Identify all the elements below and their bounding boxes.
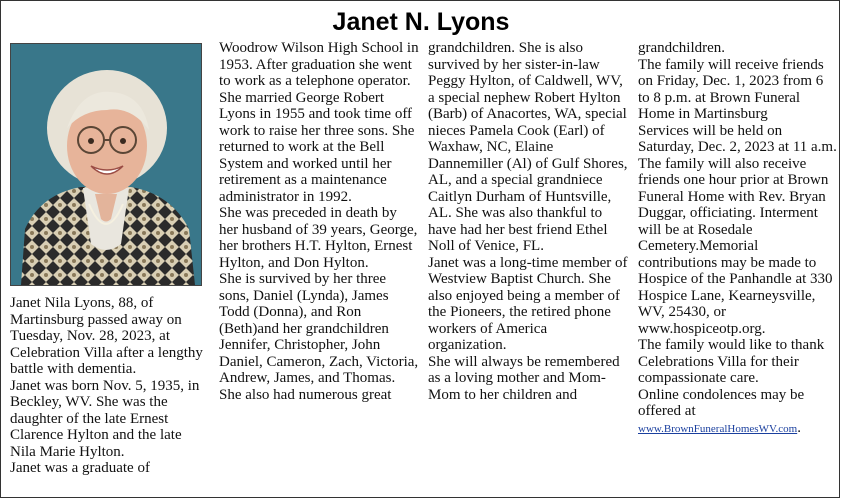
paragraph: Online condolences may be offered at xyxy=(638,386,805,419)
paragraph: Woodrow Wilson High School in 1953. After graduation she went to work as a telephone operator. She married George Robert Lyons in 1955 and took time off work to raise her three sons. She returned to work at the Bell System and worked until her retirement as a maintenance administrator in 1992. xyxy=(219,40,419,205)
text-column-1 xyxy=(10,295,210,477)
obituary-title: Janet N. Lyons xyxy=(332,8,510,36)
text-column-2 xyxy=(219,40,419,403)
paragraph: Janet was a long-time member of Westview Baptist Church. She also enjoyed being a member of the Pioneers, the retired phone workers of America organization. xyxy=(428,254,628,353)
paragraph: She will always be remembered as a loving mother and Mom-Mom to her children and xyxy=(428,353,620,403)
portrait-photo xyxy=(10,43,202,286)
paragraph: Janet was born Nov. 5, 1935, in Beckley, WV. She was the daughter of the late Ernest Clarence Hylton and the late Nila Marie Hylton. xyxy=(10,377,200,460)
paragraph: The family will receive friends on Friday, Dec. 1, 2023 from 6 to 8 p.m. at Brown Funeral Home in Martinsburg xyxy=(638,56,824,122)
paragraph: Janet was a graduate of xyxy=(10,460,150,476)
paragraph: grandchildren. xyxy=(638,40,726,56)
paragraph: Services will be held on Saturday, Dec. 2, 2023 at 11 a.m. The family will also receive friends one hour prior at Brown Funeral Home with Rev. Bryan Duggar, officiating. Interment will be at Rosedale Cemetery.Memorial contributions may be made to Hospice of the Panhandle at 330 Hospice Lane, Kearneysville, WV, 25430, or www.hospiceotp.org. xyxy=(638,122,837,337)
funeral-home-link[interactable]: www.BrownFuneralHomesWV.com xyxy=(638,422,798,435)
paragraph: grandchildren. She is also survived by her sister-in-law Peggy Hylton, of Caldwell, WV, a special nephew Robert Hylton (Barb) of Anacortes, WA, special nieces Pamela Cook (Earl) of Waxhaw, NC, Elaine Dannemiller (Al) of Gulf Shores, AL, and a special grandniece Caitlyn Durham of Huntsville, AL. She was also thankful to have had her best friend Ethel Noll of Venice, FL. xyxy=(428,40,628,254)
paragraph: Janet Nila Lyons, 88, of Martinsburg passed away on Tuesday, Nov. 28, 2023, at Celebration Villa after a lengthy battle with dementia. xyxy=(10,295,203,377)
paragraph: She is survived by her three sons, Daniel (Lynda), James Todd (Donna), and Ron (Beth)and her grandchildren Jennifer, Christopher, John Daniel, Cameron, Zach, Victoria, Andrew, James, and Thomas. She also had numerous great xyxy=(219,271,419,403)
text-column-3 xyxy=(428,40,628,403)
paragraph: She was preceded in death by her husband of 39 years, George, her brothers H.T. Hylton, Ernest Hylton, and Don Hylton. xyxy=(219,205,418,271)
paragraph: The family would like to thank Celebrations Villa for their compassionate care. xyxy=(638,337,825,386)
text-column-4: grandchildren. The family will receive friends on Friday, Dec. 1, 2023 from 6 to 8 p.m. at Brown Funeral Home in Martinsburg Services will be held on Saturday, Dec. 2, 2023 at 11 a.m. The family will also receive friends one hour prior at Brown Funeral Home with Rev. Bryan Duggar, officiating. Interment will be at Rosedale Cemetery.Memorial contributions may be made to Hospice of the Panhandle at 330 Hospice Lane, Kearneysville, WV, 25430, or www.hospiceotp.org. The family would like to thank Celebrations Villa for their compassionate care. Online condolences may be offered at www.BrownFuneralHomesWV.com. xyxy=(638,40,837,436)
